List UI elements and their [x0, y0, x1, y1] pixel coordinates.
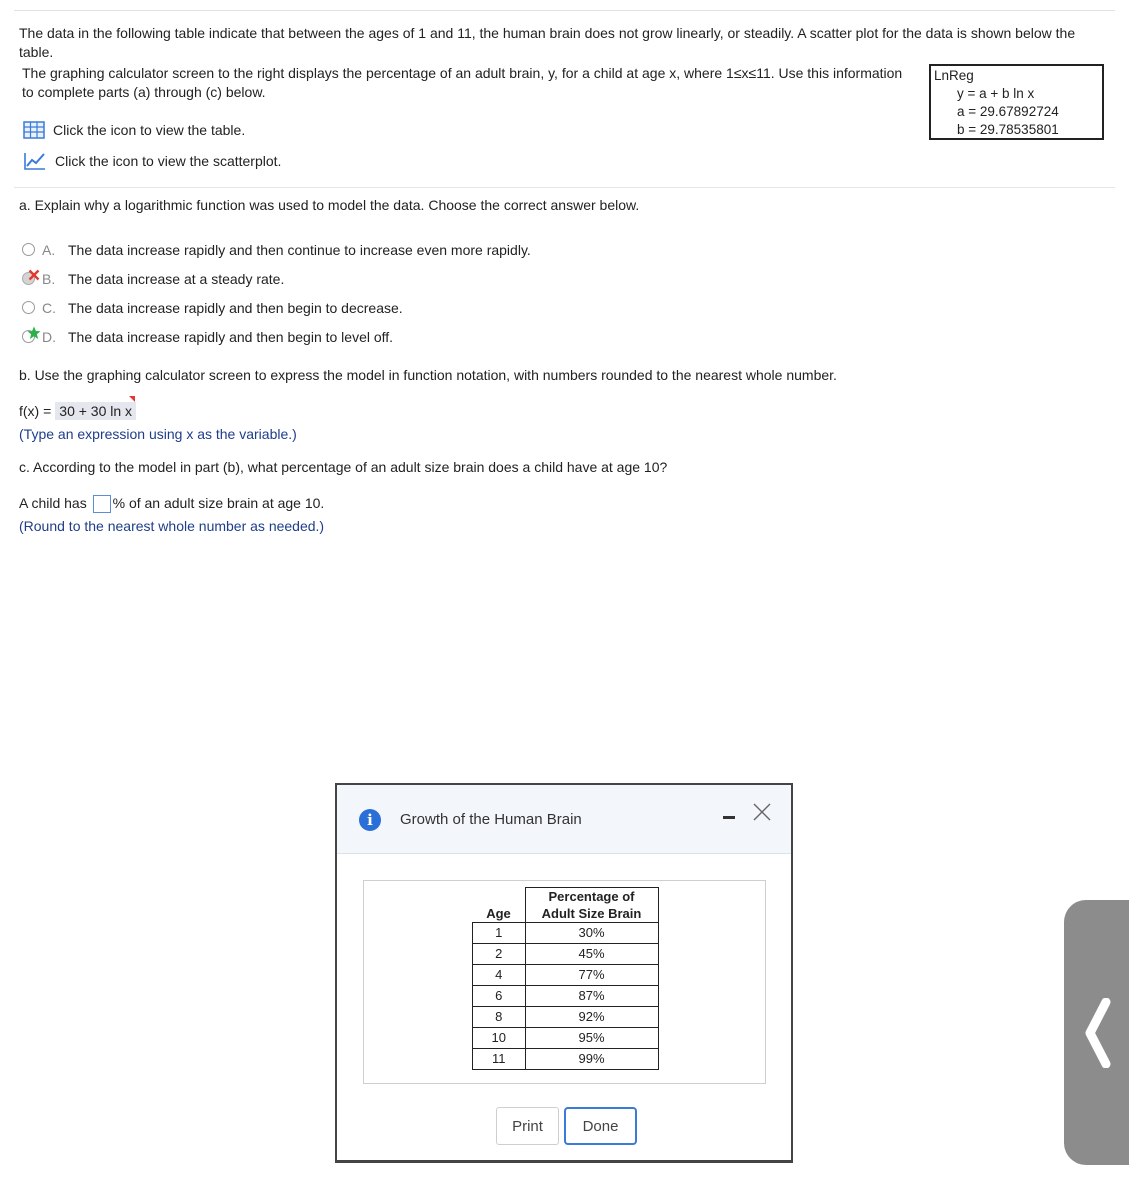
correct-star-icon: [27, 326, 41, 340]
top-divider: [14, 10, 1115, 11]
percentage-input[interactable]: [93, 495, 111, 513]
dialog-title: Growth of the Human Brain: [400, 811, 582, 828]
col-header-line2: Adult Size Brain: [541, 906, 642, 921]
function-answer-value: 30 + 30 ln x: [59, 403, 133, 419]
part-b-hint: (Type an expression using x as the variable.): [19, 426, 297, 442]
table-row: [473, 1049, 659, 1070]
chevron-left-icon: [1082, 998, 1112, 1068]
view-scatterplot-link[interactable]: [23, 151, 281, 171]
cell-percentage: 95%: [525, 1028, 658, 1049]
cell-percentage: 87%: [525, 986, 658, 1007]
option-b-letter: B.: [42, 271, 56, 287]
option-b-text: The data increase at a steady rate.: [68, 271, 285, 287]
table-row: [473, 965, 659, 986]
cell-age: 2: [473, 944, 526, 965]
table-row: [473, 1007, 659, 1028]
table-icon: [23, 121, 45, 139]
close-icon[interactable]: [751, 801, 773, 823]
part-a-question: a. Explain why a logarithmic function was used to model the data. Choose the correct answer below.: [19, 197, 640, 213]
cell-percentage: 30%: [525, 923, 658, 944]
option-d-text: The data increase rapidly and then begin to level off.: [68, 329, 394, 345]
calc-equation: y = a + b ln x: [957, 86, 1035, 101]
cell-age: 4: [473, 965, 526, 986]
intro-text: The data in the following table indicate that between the ages of 1 and 11, the human brain does not grow linearly, or steadily. A scatter plot for the data is shown below the table.: [19, 25, 1076, 60]
cell-age: 1: [473, 923, 526, 944]
option-c-radio[interactable]: [21, 300, 37, 316]
part-c-after: % of an adult size brain at age 10.: [112, 495, 325, 511]
col-header-percentage: [525, 888, 658, 923]
cell-percentage: 45%: [525, 944, 658, 965]
dialog-header: [337, 785, 791, 854]
section-divider: [14, 187, 1115, 188]
option-c-letter: C.: [42, 300, 56, 316]
part-c-before: A child has: [19, 495, 87, 511]
cell-age: 10: [473, 1028, 526, 1049]
side-panel-toggle[interactable]: [1064, 900, 1129, 1165]
part-b-answer-row: [19, 402, 136, 420]
table-frame: [363, 880, 766, 1084]
cell-percentage: 77%: [525, 965, 658, 986]
option-c[interactable]: [21, 298, 403, 318]
option-b-radio[interactable]: [21, 271, 37, 287]
brain-growth-table: [472, 887, 659, 1070]
view-table-label: Click the icon to view the table.: [53, 122, 246, 138]
table-row: [473, 986, 659, 1007]
table-row: [473, 923, 659, 944]
cell-age: 6: [473, 986, 526, 1007]
cell-age: 8: [473, 1007, 526, 1028]
view-table-link[interactable]: [23, 121, 245, 139]
print-button[interactable]: Print: [496, 1107, 559, 1145]
done-button[interactable]: Done: [564, 1107, 637, 1145]
option-c-text: The data increase rapidly and then begin to decrease.: [68, 300, 403, 316]
calc-a-value: a = 29.67892724: [957, 104, 1059, 119]
option-d[interactable]: [21, 327, 393, 347]
cell-percentage: 99%: [525, 1049, 658, 1070]
part-c-answer-row: [19, 495, 324, 513]
view-scatterplot-label: Click the icon to view the scatterplot.: [55, 153, 282, 169]
intro-instructions: The graphing calculator screen to the right displays the percentage of an adult brain, y, for a child at age x, where 1≤x≤11. Use this information to complete parts (a) through (c) below.: [22, 65, 903, 100]
data-table-dialog: [335, 783, 793, 1163]
calc-b-value: b = 29.78535801: [957, 122, 1059, 137]
incorrect-flag-icon: [129, 396, 135, 402]
option-a-radio[interactable]: [21, 242, 37, 258]
cell-percentage: 92%: [525, 1007, 658, 1028]
option-a-text: The data increase rapidly and then continue to increase even more rapidly.: [68, 242, 531, 258]
minimize-icon[interactable]: [723, 816, 735, 819]
col-header-line1: Percentage of: [548, 889, 635, 904]
scatterplot-icon: [23, 151, 47, 171]
col-header-age: Age: [473, 888, 526, 923]
option-d-radio[interactable]: [21, 329, 37, 345]
option-d-letter: D.: [42, 329, 56, 345]
cell-age: 11: [473, 1049, 526, 1070]
option-a-letter: A.: [42, 242, 56, 258]
calc-title: LnReg: [934, 68, 974, 83]
option-b[interactable]: [21, 269, 284, 289]
part-c-question: c. According to the model in part (b), what percentage of an adult size brain does a child have at age 10?: [19, 459, 668, 475]
incorrect-x-icon: [28, 269, 40, 281]
part-c-hint: (Round to the nearest whole number as needed.): [19, 518, 325, 534]
part-b-question: b. Use the graphing calculator screen to express the model in function notation, with numbers rounded to the nearest whole number.: [19, 367, 837, 383]
function-answer-field[interactable]: [55, 402, 136, 420]
table-row: [473, 944, 659, 965]
option-a[interactable]: [21, 240, 531, 260]
function-prefix: f(x) =: [19, 403, 52, 419]
table-row: [473, 1028, 659, 1049]
info-icon: i: [359, 809, 381, 831]
calculator-screen: [929, 64, 1104, 140]
